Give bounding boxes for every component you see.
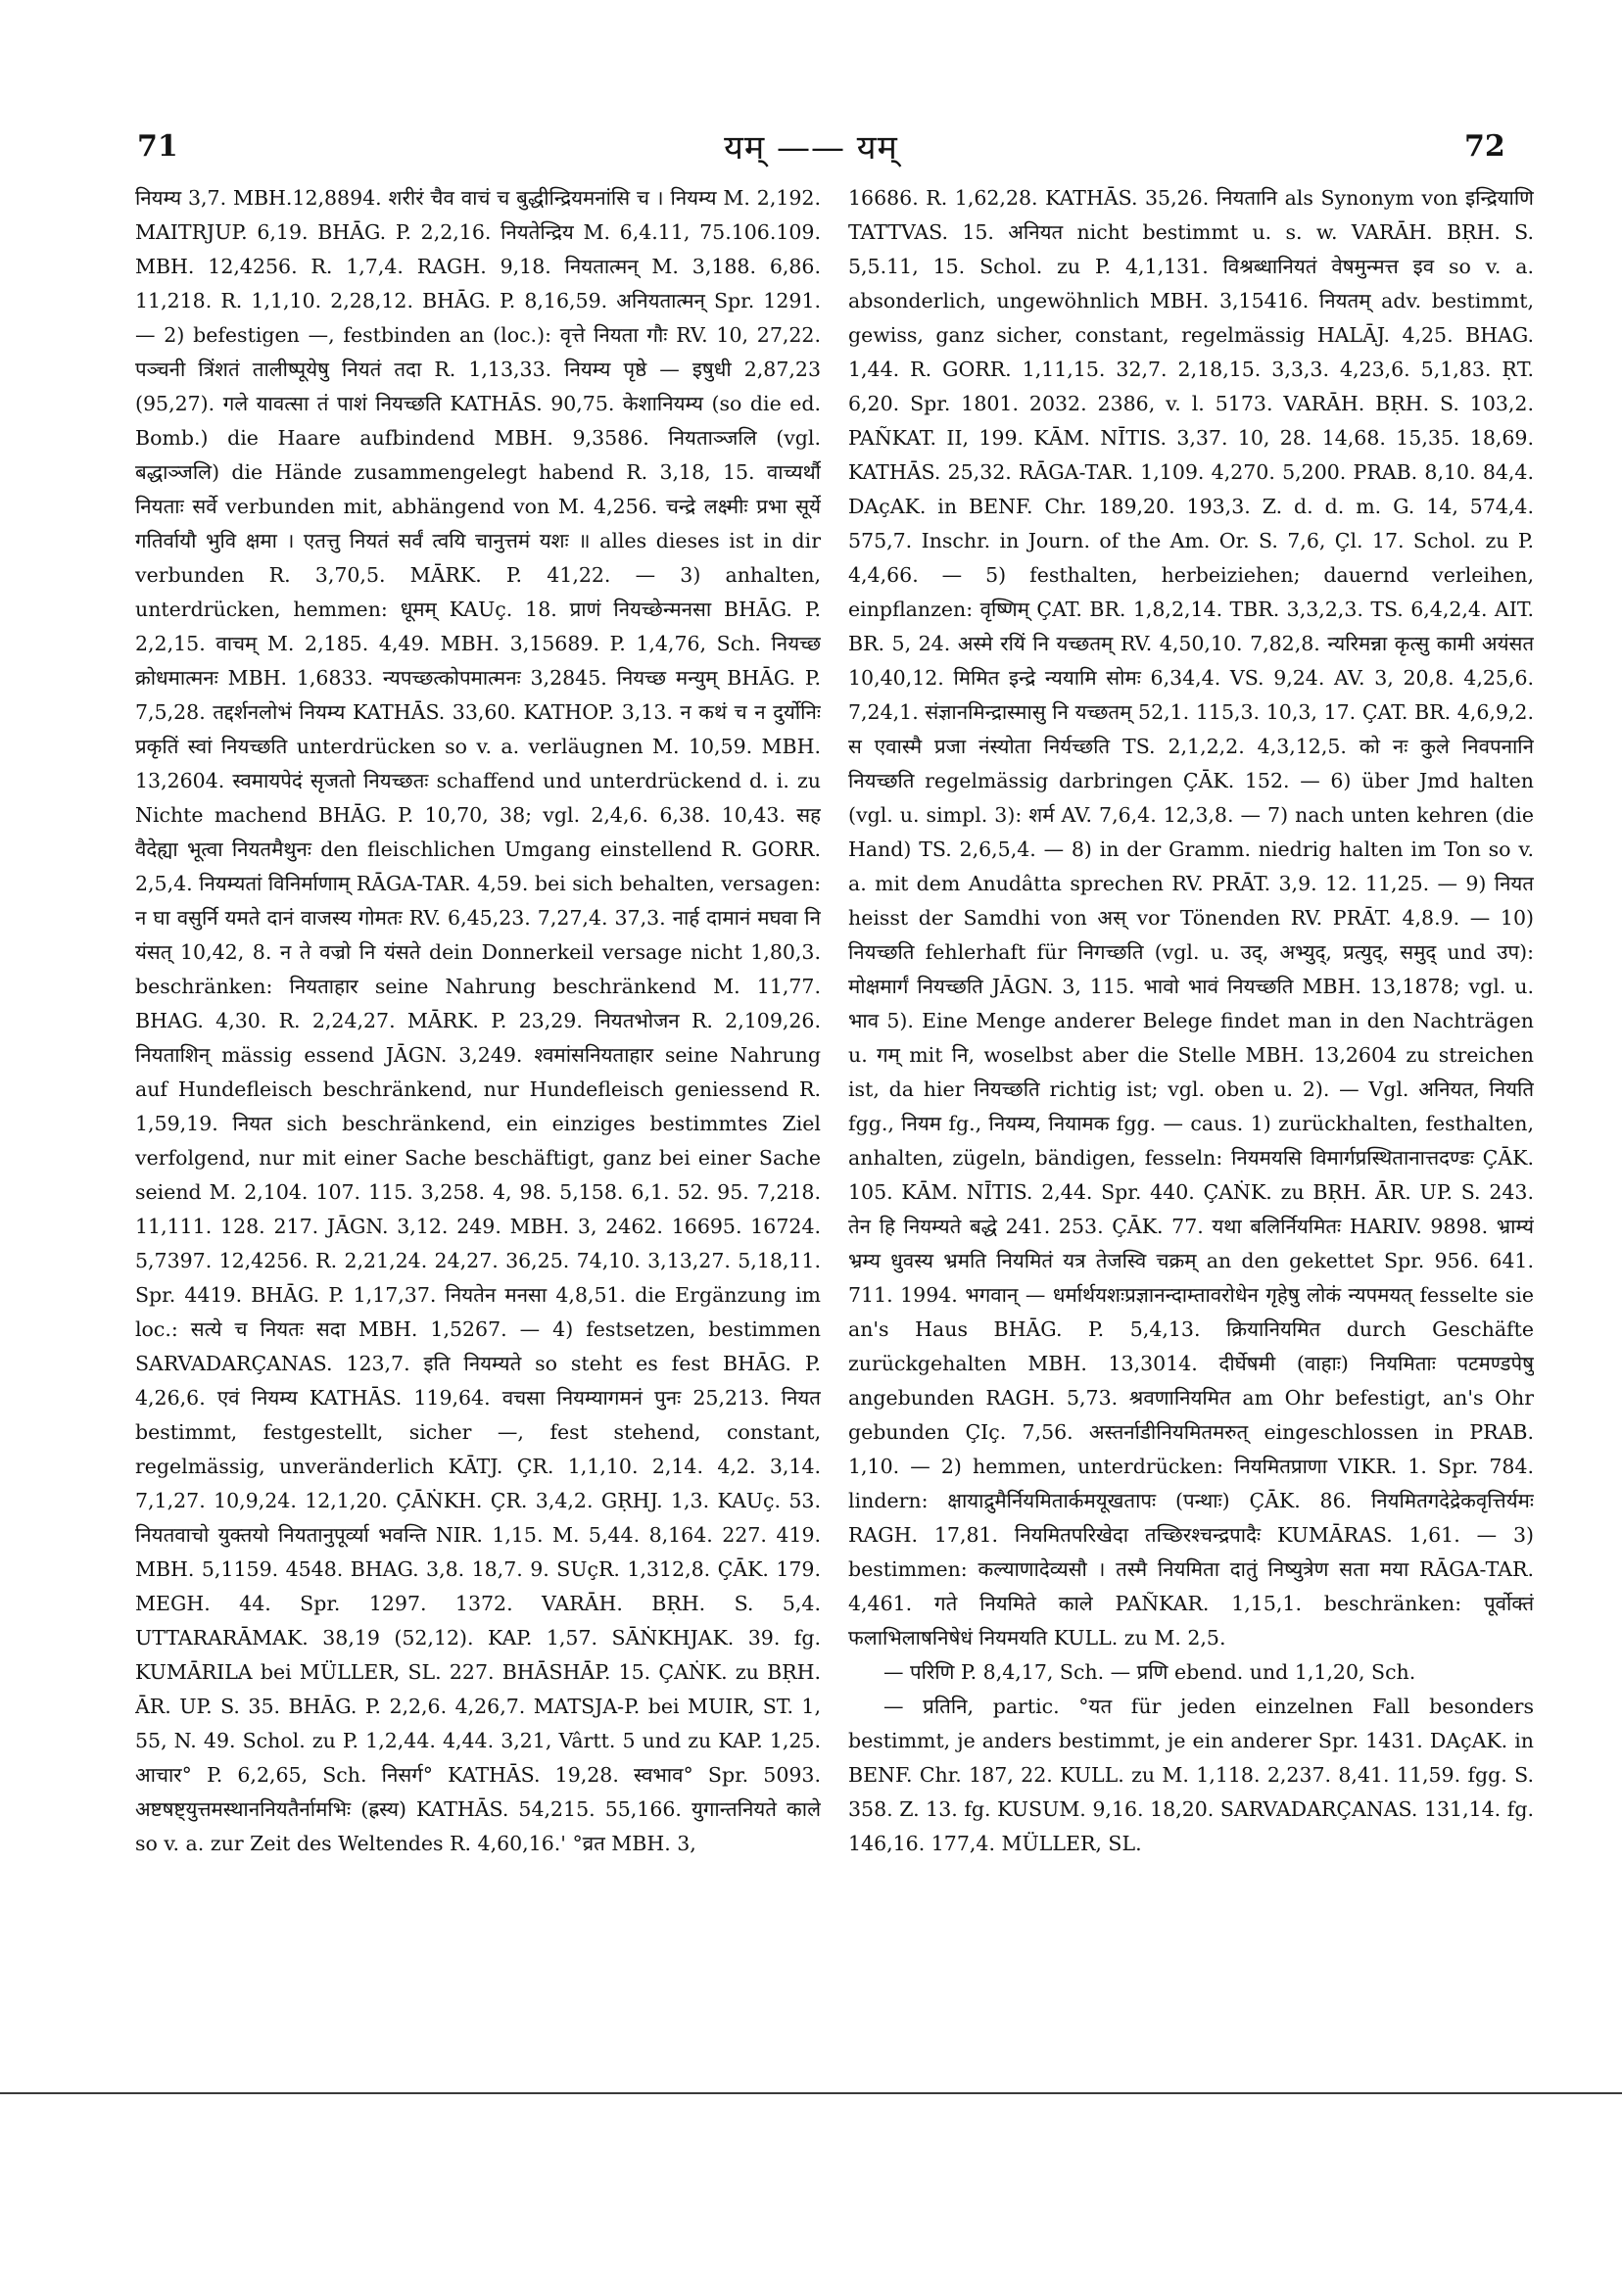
right-column — [848, 181, 1534, 1876]
footer-rule — [0, 2092, 1622, 2094]
left-column — [135, 181, 821, 1876]
running-head: यम् —— यम् — [724, 128, 898, 167]
left-paragraph: नियम्य 3,7. MBH.12,8894. शरीरं चैव वाचं च बुद्धीन्द्रियमनांसि च । नियम्य M. 2,192. MAITRJUP. 6,19. BHĀG. P. 2,2,16. नियतेन्द्रिय M. 6,4.11, 75.106.109. MBH. 12,4256. R. 1,7,4. RAGH. 9,18. नियतात्मन् M. 3,188. 6,86. 11,218. R. 1,1,10. 2,28,12. BHĀG. P. 8,16,59. अनियतात्मन् Spr. 1291. — 2) befestigen —, festbinden an (loc.): वृत्ते नियता गौः RV. 10, 27,22. पञ्चनी त्रिंशतं तालीष्पूयेषु नियतं तदा R. 1,13,33. नियम्य पृष्ठे — इषुधी 2,87,23 (95,27). गले यावत्सा तं पाशं नियच्छति KATHĀS. 90,75. केशानियम्य (so die ed. Bomb.) die Haare aufbindend MBH. 9,3586. नियताञ्जलि (vgl. बद्धाञ्जलि) die Hände zusammengelegt habend R. 3,18, 15. वाच्यर्थौ नियताः सर्वे verbunden mit, abhängend von M. 4,256. चन्द्रे लक्ष्मीः प्रभा सूर्ये गतिर्वायौ भुवि क्षमा । एतत्तु नियतं सर्वं त्वयि चानुत्तमं यशः ॥ alles dieses ist in dir verbunden R. 3,70,5. MĀRK. P. 41,22. — 3) anhalten, unterdrücken, hemmen: धूमम् KAUç. 18. प्राणं नियच्छेन्मनसा BHĀG. P. 2,2,15. वाचम् M. 2,185. 4,49. MBH. 3,15689. P. 1,4,76, Sch. नियच्छ क्रोधमात्मनः MBH. 1,6833. न्यपच्छत्कोपमात्मनः 3,2845. नियच्छ मन्युम् BHĀG. P. 7,5,28. तद्दर्शनलोभं नियम्य KATHĀS. 33,60. KATHOP. 3,13. न कथं च न दुर्योनिः प्रकृतिं स्वां नियच्छति unterdrücken so v. a. verläugnen M. 10,59. MBH. 13,2604. स्वमायपेदं सृजतो नियच्छतः schaffend und unterdrückend d. i. zu Nichte machend BHĀG. P. 10,70, 38; vgl. 2,4,6. 6,38. 10,43. सह वैदेह्या भूत्वा नियतमैथुनः den fleischlichen Umgang einstellend R. GORR. 2,5,4. नियम्यतां विनिर्माणाम् RĀGA-TAR. 4,59. bei sich behalten, versagen: न घा वसुर्नि यमते दानं वाजस्य गोमतः RV. 6,45,23. 7,27,4. 37,3. नार्ह दामानं मघवा नि यंसत् 10,42, 8. न ते वज्रो नि यंसते dein Donnerkeil versage nicht 1,80,3. beschränken: नियताहार seine Nahrung beschränkend M. 11,77. BHAG. 4,30. R. 2,24,27. MĀRK. P. 23,29. नियतभोजन R. 2,109,26. नियताशिन् mässig essend JĀGN. 3,249. श्वमांसनियताहार seine Nahrung auf Hundefleisch beschränkend, nur Hundefleisch geniessend R. 1,59,19. नियत sich beschränkend, ein einziges bestimmtes Ziel verfolgend, nur mit einer Sache beschäftigt, ganz bei einer Sache seiend M. 2,104. 107. 115. 3,258. 4, 98. 5,158. 6,1. 52. 95. 7,218. 11,111. 128. 217. JĀGN. 3,12. 249. MBH. 3, 2462. 16695. 16724. 5,7397. 12,4256. R. 2,21,24. 24,27. 36,25. 74,10. 3,13,27. 5,18,11. Spr. 4419. BHĀG. P. 1,17,37. नियतेन मनसा 4,8,51. die Ergänzung im loc.: सत्ये च नियतः सदा MBH. 1,5267. — 4) festsetzen, bestimmen SARVADARÇANAS. 123,7. इति नियम्यते so steht es fest BHĀG. P. 4,26,6. एवं नियम्य KATHĀS. 119,64. वचसा नियम्यागमनं पुनः 25,213. नियत bestimmt, festgestellt, sicher —, fest stehend, constant, regelmässig, unveränderlich KĀTJ. ÇR. 1,1,10. 2,14. 4,2. 3,14. 7,1,27. 10,9,24. 12,1,20. ÇĀṄKH. ÇR. 3,4,2. GṚHJ. 1,3. KAUç. 53. नियतवाचो युक्तयो नियतानुपूर्व्या भवन्ति NIR. 1,15. M. 5,44. 8,164. 227. 419. MBH. 5,1159. 4548. BHAG. 3,8. 18,7. 9. SUçR. 1,312,8. ÇĀK. 179. MEGH. 44. Spr. 1297. 1372. VARĀH. BṚH. S. 5,4. UTTARARĀMAK. 38,19 (52,12). KAP. 1,57. SĀṄKHJAK. 39. fg. KUMĀRILA bei MÜLLER, SL. 227. BHĀSHĀP. 15. ÇAṄK. zu BṚH. ĀR. UP. S. 35. BHĀG. P. 2,2,6. 4,26,7. MATSJA-P. bei MUIR, ST. 1, 55, N. 49. Schol. zu P. 1,2,44. 4,44. 3,21, Vârtt. 5 und zu KAP. 1,25. आचार° P. 6,2,65, Sch. निसर्ग° KATHĀS. 19,28. स्वभाव° Spr. 5093. अष्टषष्ट्युत्तमस्थाननियतैर्नामभिः (ह्रस्य) KATHĀS. 54,215. 55,166. युगान्तनियते काले so v. a. zur Zeit des Weltendes R. 4,60,16.' °व्रत MBH. 3, — [135, 186, 821, 1855]
page-number-left: 71 — [137, 129, 178, 164]
page-number-right: 72 — [1464, 129, 1505, 164]
right-paragraph-main: 16686. R. 1,62,28. KATHĀS. 35,26. नियतानि als Synonym von इन्द्रियाणि TATTVAS. 15. अनियत nicht bestimmt u. s. w. VARĀH. BṚH. S. 5,5.11, 15. Schol. zu P. 4,1,131. विश्रब्धानियतं वेषमुन्मत्त इव so v. a. absonderlich, ungewöhnlich MBH. 3,15416. नियतम् adv. bestimmt, gewiss, ganz sicher, constant, regelmässig HALĀJ. 4,25. BHAG. 1,44. R. GORR. 1,11,15. 32,7. 2,18,15. 3,3,3. 4,23,6. 5,1,83. ṚT. 6,20. Spr. 1801. 2032. 2386, v. l. 5173. VARĀH. BṚH. S. 103,2. PAÑKAT. II, 199. KĀM. NĪTIS. 3,37. 10, 28. 14,68. 15,35. 18,69. KATHĀS. 25,32. RĀGA-TAR. 1,109. 4,270. 5,200. PRAB. 8,10. 84,4. DAçAK. in BENF. Chr. 189,20. 193,3. Z. d. d. m. G. 14, 574,4. 575,7. Inschr. in Journ. of the Am. Or. S. 7,6, Çl. 17. Schol. zu P. 4,4,66. — 5) festhalten, herbeiziehen; dauernd verleihen, einpflanzen: वृष्णिम् ÇAT. BR. 1,8,2,14. TBR. 3,3,2,3. TS. 6,4,2,4. AIT. BR. 5, 24. अस्मे रयिं नि यच्छतम् RV. 4,50,10. 7,82,8. न्यरिमन्ना कृत्सु कामी अयंसत 10,40,12. मिमित इन्द्रे न्ययामि सोमः 6,34,4. VS. 9,24. AV. 3, 20,8. 4,25,6. 7,24,1. संज्ञानमिन्द्रास्मासु नि यच्छतम् 52,1. 115,3. 10,3, 17. ÇAT. BR. 4,6,9,2. स एवास्मै प्रजा नंस्योता निर्यच्छति TS. 2,1,2,2. 4,3,12,5. को नः कुले निवपनानि नियच्छति regelmässig darbringen ÇĀK. 152. — 6) über Jmd halten (vgl. u. simpl. 3): शर्म AV. 7,6,4. 12,3,8. — 7) nach unten kehren (die Hand) TS. 2,6,5,4. — 8) in der Gramm. niedrig halten im Ton so v. a. mit dem Anudâtta sprechen RV. PRĀT. 3,9. 12. 11,25. — 9) नियत heisst der Samdhi von अस् vor Tönenden RV. PRĀT. 4,8.9. — 10) नियच्छति fehlerhaft für निगच्छति (vgl. u. उद्, अभ्युद्, प्रत्युद्, समुद् und उप): मोक्षमार्गं नियच्छति JĀGN. 3, 115. भावो भावं नियच्छति MBH. 13,1878; vgl. u. भाव 5). Eine Menge anderer Belege findet man in den Nachträgen u. गम् mit नि, woselbst aber die Stelle MBH. 13,2604 zu streichen ist, da hier नियच्छति richtig ist; vgl. oben u. 2). — Vgl. अनियत, नियति fgg., नियम fg., नियम्य, नियामक fgg. — caus. 1) zurückhalten, festhalten, anhalten, zügeln, bändigen, fesseln: नियमयसि विमार्गप्रस्थितानात्तदण्डः ÇĀK. 105. KĀM. NĪTIS. 2,44. Spr. 440. ÇAṄK. zu BṚH. ĀR. UP. S. 243. तेन हि नियम्यते बद्धे 241. 253. ÇĀK. 77. यथा बलिर्नियमितः HARIV. 9898. भ्राम्यं भ्रम्य धुवस्य भ्रमति नियमितं यत्र तेजस्वि चक्रम् an den gekettet Spr. 956. 641. 711. 1994. भगवान् — धर्मार्थयशःप्रज्ञानन्दाम्तावरोधेन गृहेषु लोकं न्यपमयत् fesselte sie an's Haus BHĀG. P. 5,4,13. क्रियानियमित durch Geschäfte zurückgehalten MBH. 13,3014. दीर्घेषमी (वाहाः) नियमिताः पटमण्डपेषु angebunden RAGH. 5,73. श्रवणानियमित am Ohr befestigt, an's Ohr gebunden ÇIç. 7,56. अस्तर्नाडीनियमितमरुत् eingeschlossen in PRAB. 1,10. — 2) hemmen, unterdrücken: नियमितप्राणा VIKR. 1. Spr. 784. lindern: क्षायाद्रुमैर्नियमितार्कमयूखतापः (पन्थाः) ÇĀK. 86. नियमितगदेद्रेकवृत्तिर्यमः RAGH. 17,81. नियमितपरिखेदा तच्छिरश्चन्द्रपादैः KUMĀRAS. 1,61. — 3) bestimmen: कल्याणादेव्यसौ । तस्मै नियमिता दातुं निष्युत्रेण सता मया RĀGA-TAR. 4,461. गते नियमिते काले PAÑKAR. 1,15,1. beschränken: पूर्वोक्तं फलाभिलाषनिषेधं नियमयति KULL. zu M. 2,5. — [848, 186, 1534, 1650]
right-paragraph-parini: — परिणि P. 8,4,17, Sch. — प्रणि ebend. und 1,1,20, Sch. — [883, 1660, 1416, 1684]
right-paragraph-pratini: — प्रतिनि, partic. °यत für jeden einzelnen Fall besonders bestimmt, je anders bestimmt, je ein anderer Spr. 1431. DAçAK. in BENF. Chr. 187, 22. KULL. zu M. 1,118. 2,237. 8,41. 11,59. fgg. S. 358. Z. 13. fg. KUSUM. 9,16. 18,20. SARVADARÇANAS. 131,14. fg. 146,16. 177,4. MÜLLER, SL. — [848, 1695, 1534, 1855]
